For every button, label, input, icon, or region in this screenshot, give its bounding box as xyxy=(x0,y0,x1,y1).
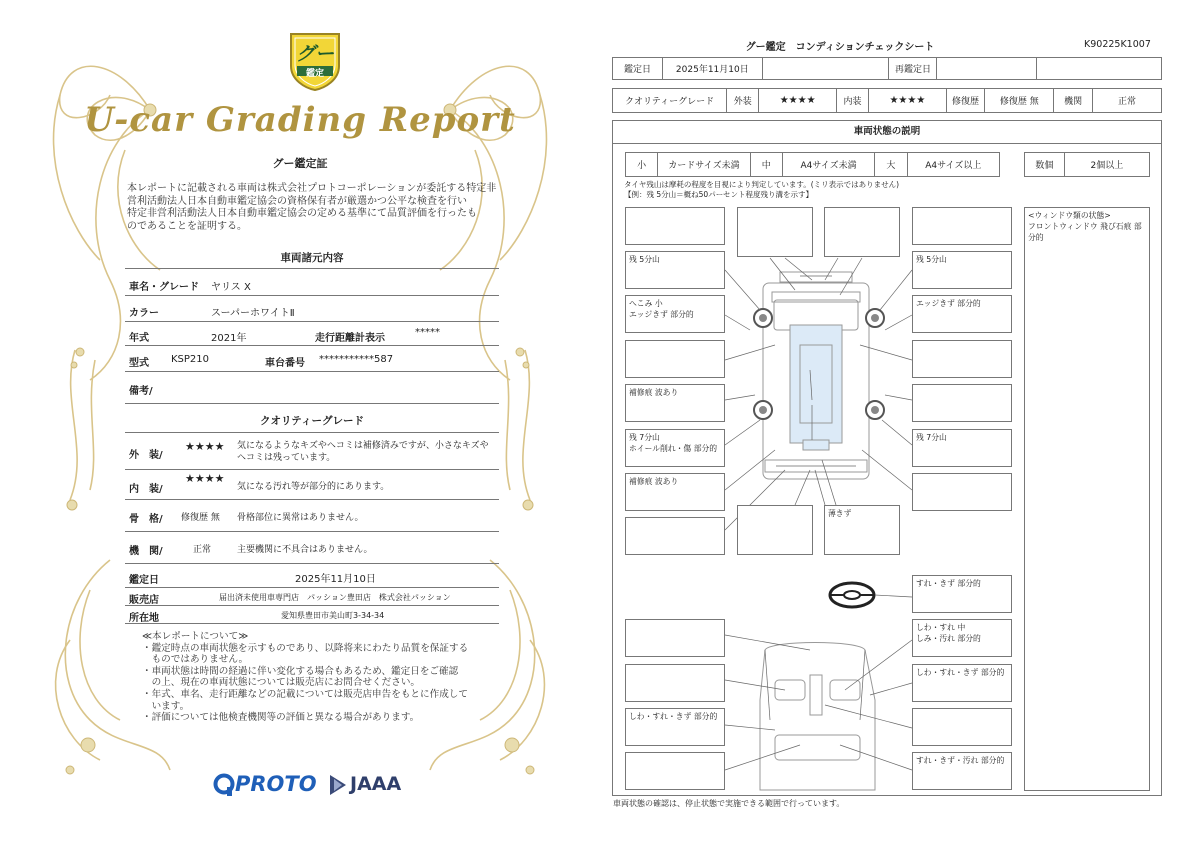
model-value: KSP210 xyxy=(171,354,210,365)
row-exterior xyxy=(125,436,499,470)
date-label: 鑑定日 xyxy=(129,575,159,586)
interior-box-right-2: しわ・すれ・きず 部分的 xyxy=(912,664,1012,702)
sheet-footer: 車両状態の確認は、停止状態で実施できる範囲で行っています。 xyxy=(613,799,845,808)
ext-label: 外装 xyxy=(727,89,759,113)
year-value: 2021年 xyxy=(211,333,247,344)
exterior-box-left-2: へこみ 小 エッジきず 部分的 xyxy=(625,295,725,333)
row-address xyxy=(125,606,499,624)
exterior-box-left-6: 補修痕 波あり xyxy=(625,473,725,511)
repair-value: 修復歴 無 xyxy=(985,89,1054,113)
size-small: カードサイズ未満 xyxy=(658,153,750,177)
date-label: 鑑定日 xyxy=(613,58,663,80)
count-label: 数個 xyxy=(1025,153,1065,177)
frame-value: 修復歴 無 xyxy=(181,513,220,523)
interior-box-left-1 xyxy=(625,664,725,702)
interior-box-left-3 xyxy=(625,752,725,790)
intro-line: のであることを証明する。 xyxy=(127,220,247,232)
row-car-name xyxy=(125,272,499,296)
remarks-label: 備考/ xyxy=(129,386,153,397)
car-name-label: 車名・グレード xyxy=(129,282,199,293)
interior-box-left-0 xyxy=(625,619,725,657)
exterior-box-top-0 xyxy=(737,207,813,257)
engine-value: 正常 xyxy=(193,545,212,555)
note-line: ・車両状態は時間の経過に伴い変化する場合もあるため、鑑定日をご確認 xyxy=(142,665,459,677)
jaaa-text: JAAA xyxy=(350,773,402,795)
row-date xyxy=(125,564,499,588)
exterior-box-right-2: エッジきず 部分的 xyxy=(912,295,1012,333)
exterior-box-right-0 xyxy=(912,207,1012,245)
exterior-box-bottom-1 xyxy=(737,505,813,555)
note-line: ≪本レポートについて≫ xyxy=(142,631,249,642)
count-value: 2個以上 xyxy=(1064,153,1149,177)
color-label: カラー xyxy=(129,308,159,319)
date-value: 2025年11月10日 xyxy=(662,58,762,80)
note-line: ・評価については他検査機関等の評価と異なる場合があります。 xyxy=(142,712,420,724)
exterior-label: 外 装/ xyxy=(129,450,163,461)
row-interior xyxy=(125,470,499,500)
engine-label: 機 関/ xyxy=(129,546,163,557)
exterior-note xyxy=(237,440,489,464)
interior-stars: ★★★★ xyxy=(185,472,225,485)
quality-header: クオリティーグレード xyxy=(260,415,364,427)
address-value: 愛知県豊田市美山町3-34-34 xyxy=(281,611,385,620)
year-label: 年式 xyxy=(129,333,149,344)
interior-box-right-0: すれ・きず 部分的 xyxy=(912,575,1012,613)
note-line: ものではありません。 xyxy=(142,654,249,666)
engine-value: 正常 xyxy=(1093,89,1162,113)
note-line: ・年式、車名、走行距離などの記載については販売店申告をもとに作成して xyxy=(142,688,468,700)
divider xyxy=(125,432,499,433)
interior-car-outline xyxy=(760,643,875,791)
size-mid: A4サイズ未満 xyxy=(782,153,874,177)
intro-line: 特定非営利活動法人日本自動車鑑定協会の定める基準にて品質評価を行ったも xyxy=(127,208,477,219)
row-engine xyxy=(125,532,499,564)
exterior-box-right-5: 残 7分山 xyxy=(912,429,1012,467)
exterior-stars: ★★★★ xyxy=(185,440,225,453)
mileage-value: ***** xyxy=(415,327,440,338)
divider xyxy=(125,268,499,269)
exterior-box-left-0 xyxy=(625,207,725,245)
model-label: 型式 xyxy=(129,358,149,369)
exterior-box-bottom-0 xyxy=(625,517,725,555)
interior-box-right-3 xyxy=(912,708,1012,746)
exterior-note-line: 気になるようなキズやヘコミは補修済みですが、小さなキズや xyxy=(237,441,489,451)
exterior-box-bottom-2: 薄きず xyxy=(824,505,900,555)
proto-logo xyxy=(213,770,323,800)
proto-text: PROTO xyxy=(235,772,317,796)
size-large: A4サイズ以上 xyxy=(907,153,999,177)
interior-note: 気になる汚れ等が部分的にあります。 xyxy=(237,482,390,492)
frame-note: 骨格部位に異常はありません。 xyxy=(237,513,364,523)
exterior-box-right-3 xyxy=(912,340,1012,378)
interior-label: 内 装/ xyxy=(129,484,163,495)
mileage-label: 走行距離計表示 xyxy=(315,333,385,344)
size-small-label: 小 xyxy=(626,153,658,177)
badge-goo-text: グー xyxy=(295,43,334,65)
steering-wheel-icon xyxy=(830,583,874,607)
badge-kantei-text: 鑑定 xyxy=(305,69,324,79)
exterior-note-line: ヘコミは残っています。 xyxy=(237,453,336,463)
row-model xyxy=(125,346,499,372)
exterior-box-right-1: 残 5分山 xyxy=(912,251,1012,289)
jaaa-logo xyxy=(328,770,418,800)
interior-box-left-2: しわ・すれ・きず 部分的 xyxy=(625,708,725,746)
size-large-label: 大 xyxy=(875,153,907,177)
int-label: 内装 xyxy=(836,89,868,113)
color-value: スーパーホワイトⅡ xyxy=(211,308,295,319)
note-line: の上、現在の車両状態については販売店にお問合せください。 xyxy=(142,677,421,689)
exterior-box-left-1: 残 5分山 xyxy=(625,251,725,289)
state-header: 車両状態の説明 xyxy=(612,120,1162,144)
certificate-intro xyxy=(127,183,507,233)
tire-note-line: タイヤ残山は摩耗の程度を目視により判定しています。(ミリ表示ではありません) xyxy=(624,180,900,189)
quality-label: クオリティーグレード xyxy=(613,89,727,113)
chassis-label: 車台番号 xyxy=(265,358,305,369)
jaaa-mark-icon xyxy=(328,773,348,797)
certificate-subtitle: グー鑑定証 xyxy=(272,157,328,170)
report-notes xyxy=(142,631,502,724)
dealer-label: 販売店 xyxy=(129,595,159,606)
date-value: 2025年11月10日 xyxy=(295,574,376,585)
ext-stars: ★★★★ xyxy=(759,89,837,113)
interior-box-right-1: しわ・すれ 中 しみ・汚れ 部分的 xyxy=(912,619,1012,657)
repair-label: 修復歴 xyxy=(946,89,985,113)
exterior-box-left-5: 残 7分山 ホイール削れ・傷 部分的 xyxy=(625,429,725,467)
car-name-value: ヤリス X xyxy=(211,282,251,293)
reinspect-label: 再鑑定日 xyxy=(889,58,937,80)
tire-example-line: 【例：残 5分山＝概ね50パーセント程度残り溝を示す】 xyxy=(624,190,814,199)
window-title: <ウィンドウ類の状態> xyxy=(1028,211,1111,220)
row-frame xyxy=(125,500,499,532)
dealer-value: 届出済未使用車専門店 パッション豊田店 株式会社パッション xyxy=(219,593,451,602)
sheet-title: グー鑑定 コンディションチェックシート xyxy=(745,42,935,53)
exterior-box-top-1 xyxy=(824,207,900,257)
sheet-doc-id: K90225K1007 xyxy=(1084,39,1151,50)
note-line: ・鑑定時点の車両状態を示すものであり、以降将来にわたり品質を保証する xyxy=(142,642,469,654)
goo-appraisal-badge xyxy=(285,30,345,92)
exterior-box-right-6 xyxy=(912,473,1012,511)
engine-note: 主要機関に不具合はありません。 xyxy=(237,545,373,555)
proto-mark-icon xyxy=(213,773,235,797)
exterior-box-right-4 xyxy=(912,384,1012,422)
row-dealer xyxy=(125,588,499,606)
frame-label: 骨 格/ xyxy=(129,514,163,525)
intro-line: 本レポートに記載される車両は株式会社プロトコーポレーションが委託する特定非 xyxy=(127,183,497,194)
exterior-box-left-4: 補修痕 波あり xyxy=(625,384,725,422)
size-mid-label: 中 xyxy=(750,153,782,177)
address-label: 所在地 xyxy=(129,613,159,624)
int-stars: ★★★★ xyxy=(869,89,947,113)
note-line: います。 xyxy=(142,700,190,712)
chassis-value: ***********587 xyxy=(319,354,394,365)
row-remarks xyxy=(125,372,499,404)
condition-check-sheet xyxy=(600,0,1200,848)
exterior-car-outline xyxy=(763,272,869,479)
exterior-box-left-3 xyxy=(625,340,725,378)
engine-label: 機関 xyxy=(1054,89,1093,113)
certificate-title: U-car Grading Report xyxy=(84,100,516,140)
intro-line: 営利活動法人日本自動車鑑定協会の資格保有者が厳選かつ公平な検査を行い xyxy=(127,195,467,207)
window-note: フロントウィンドウ 飛び石痕 部分的 xyxy=(1028,222,1142,242)
interior-box-right-4: すれ・きず・汚れ 部分的 xyxy=(912,752,1012,790)
spec-header: 車両諸元内容 xyxy=(280,252,344,264)
row-year xyxy=(125,322,499,346)
row-color xyxy=(125,296,499,322)
